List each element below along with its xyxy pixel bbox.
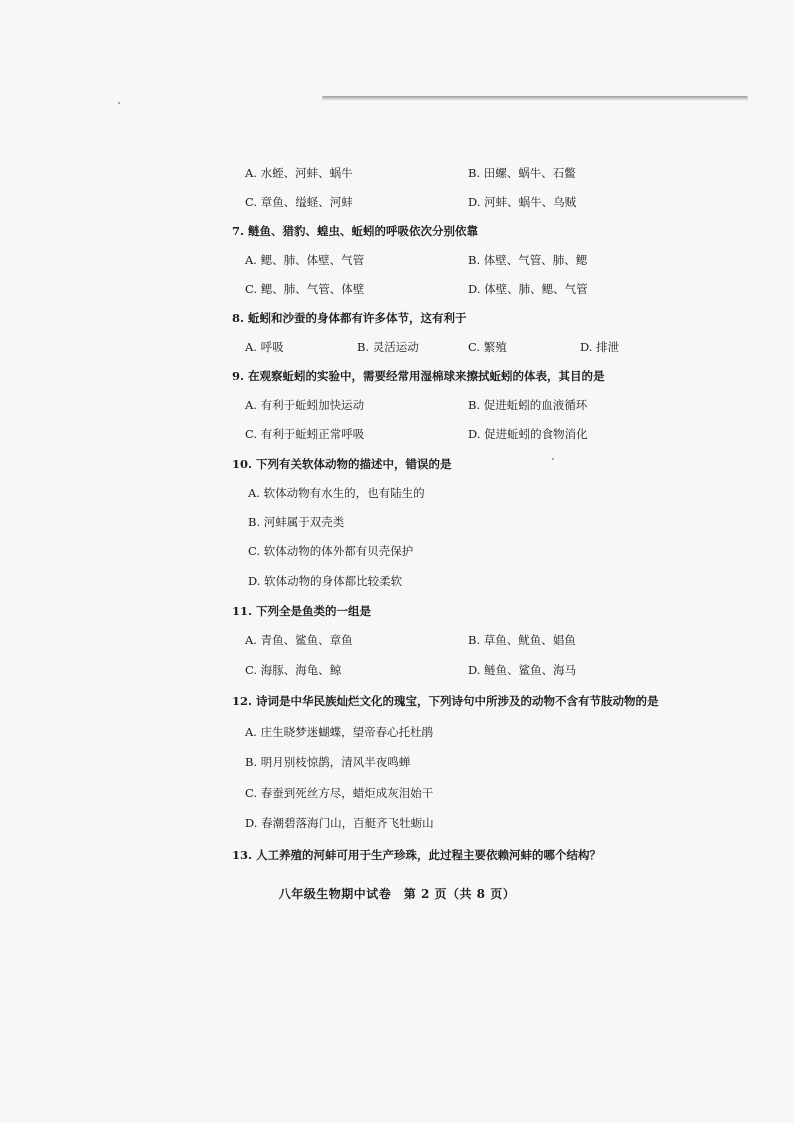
scan-speck <box>118 102 120 104</box>
q7-option-d: D. 体壁、肺、鳃、气管 <box>468 282 588 296</box>
page-footer: 八年级生物期中试卷 第 2 页（共 8 页） <box>278 887 516 901</box>
q10-option-a: A. 软体动物有水生的，也有陆生的 <box>248 486 425 500</box>
q8-option-a: A. 呼吸 <box>245 340 284 354</box>
q12-option-c: C. 春蚕到死丝方尽，蜡炬成灰泪始干 <box>245 786 434 800</box>
q11-stem: 11. 下列全是鱼类的一组是 <box>232 604 372 618</box>
q9-option-a: A. 有利于蚯蚓加快运动 <box>245 398 365 412</box>
q7-option-c: C. 鳃、肺、气管、体壁 <box>245 282 365 296</box>
q10-option-b: B. 河蚌属于双壳类 <box>248 515 345 529</box>
q8-option-d: D. 排泄 <box>580 340 620 354</box>
q8-stem: 8. 蚯蚓和沙蚕的身体都有许多体节，这有利于 <box>232 311 467 325</box>
q9-option-c: C. 有利于蚯蚓正常呼吸 <box>245 427 365 441</box>
q7-stem: 7. 鲢鱼、猎豹、蝗虫、蚯蚓的呼吸依次分别依靠 <box>232 224 479 238</box>
q13-stem: 13. 人工养殖的河蚌可用于生产珍珠，此过程主要依赖河蚌的哪个结构？ <box>232 848 602 862</box>
q6-option-b: B. 田螺、蜗牛、石鳖 <box>468 166 576 180</box>
q8-option-b: B. 灵活运动 <box>357 340 419 354</box>
q11-option-d: D. 鲢鱼、鲨鱼、海马 <box>468 663 577 677</box>
q12-option-d: D. 春潮碧落海门山，百艇齐飞牡蛎山 <box>245 816 434 830</box>
q11-option-a: A. 青鱼、鲨鱼、章鱼 <box>245 633 353 647</box>
q9-stem: 9. 在观察蚯蚓的实验中，需要经常用湿棉球来擦拭蚯蚓的体表，其目的是 <box>232 369 605 383</box>
q11-option-b: B. 草鱼、鱿鱼、娼鱼 <box>468 633 576 647</box>
q10-option-c: C. 软体动物的体外都有贝壳保护 <box>248 544 414 558</box>
q12-stem: 12. 诗词是中华民族灿烂文化的瑰宝，下列诗句中所涉及的动物不含有节肢动物的是 <box>232 694 659 708</box>
q10-option-d: D. 软体动物的身体都比较柔软 <box>248 574 403 588</box>
q6-option-a: A. 水蛭、河蚌、蜗牛 <box>245 166 353 180</box>
q12-option-b: B. 明月别枝惊鹊，清风半夜鸣蝉 <box>245 755 411 769</box>
q7-option-a: A. 鳃、肺、体壁、气管 <box>245 253 365 267</box>
q7-option-b: B. 体壁、气管、肺、鳃 <box>468 253 588 267</box>
q11-option-c: C. 海豚、海龟、鲸 <box>245 663 342 677</box>
q9-option-b: B. 促进蚯蚓的血液循环 <box>468 398 588 412</box>
q9-option-d: D. 促进蚯蚓的食物消化 <box>468 427 588 441</box>
q6-option-c: C. 章鱼、缢蛏、河蚌 <box>245 195 353 209</box>
q8-option-c: C. 繁殖 <box>468 340 507 354</box>
q10-stem: 10. 下列有关软体动物的描述中，错误的是 <box>232 457 452 471</box>
q6-option-d: D. 河蚌、蜗牛、乌贼 <box>468 195 577 209</box>
scan-edge-shadow <box>322 96 748 101</box>
q12-option-a: A. 庄生晓梦迷蝴蝶，望帝春心托杜鹃 <box>245 725 434 739</box>
scan-speck <box>552 458 554 460</box>
